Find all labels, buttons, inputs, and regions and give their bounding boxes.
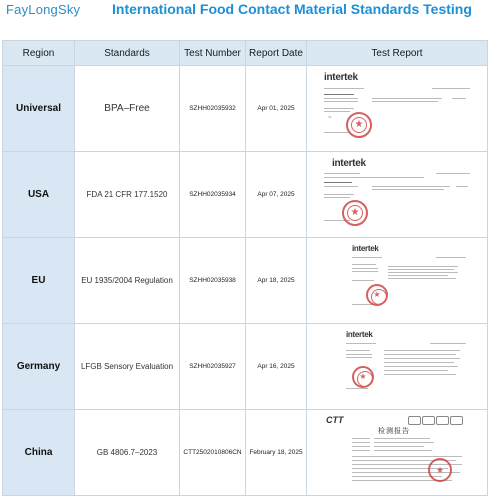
seal-stamp-icon: ★ [366,284,388,306]
page-header [0,0,488,34]
test-number-cell: SZHH02035934 [180,152,246,238]
cert-badge-icon [450,416,463,425]
cert-badge-icon [408,416,421,425]
header-region: Region [3,41,75,66]
report-date-cell: February 18, 2025 [246,410,307,496]
page-title: International Food Contact Material Standards Testing [112,1,472,17]
test-number-cell: SZHH02035932 [180,66,246,152]
intertek-logo [332,158,366,169]
intertek-logo-text: intertek [324,72,358,83]
seal-stamp-icon: ★ [342,200,368,226]
header-report-date: Report Date [246,41,307,66]
intertek-logo-text: intertek [352,244,379,253]
seal-stamp-icon: ★ [346,112,372,138]
report-date-cell: Apr 16, 2025 [246,324,307,410]
header-test-report: Test Report [307,41,488,66]
seal-stamp-icon: ★ [428,458,452,482]
ctt-logo-text: CTT [326,415,344,425]
test-report-cell[interactable] [307,152,488,238]
standard-cell: EU 1935/2004 Regulation [75,238,180,324]
test-report-thumbnail[interactable]: intertek ~ ★ [312,70,482,147]
report-cn-title: 检测报告 [378,428,410,435]
cert-badge-icon [422,416,435,425]
test-report-cell[interactable] [307,324,488,410]
region-cell: Germany [3,324,75,410]
report-date-cell: Apr 01, 2025 [246,66,307,152]
region-cell: USA [3,152,75,238]
test-report-cell[interactable] [307,66,488,152]
region-cell: EU [3,238,75,324]
test-report-cell[interactable] [307,238,488,324]
header-test-number: Test Number [180,41,246,66]
test-report-thumbnail[interactable] [312,328,482,405]
test-report-thumbnail[interactable] [312,414,482,491]
table-row [3,410,488,496]
intertek-logo-text: intertek [346,330,373,339]
standards-table [2,40,488,496]
test-number-cell: SZHH02035927 [180,324,246,410]
table-row [3,66,488,152]
standard-cell: LFGB Sensory Evaluation [75,324,180,410]
intertek-logo [324,72,358,83]
standard-cell: GB 4806.7–2023 [75,410,180,496]
header-standards: Standards [75,41,180,66]
table-header-row [3,41,488,66]
table-row [3,152,488,238]
test-number-cell: CTT2502010806CN [180,410,246,496]
intertek-logo [346,330,373,339]
intertek-logo [352,244,379,253]
test-number-cell: SZHH02035938 [180,238,246,324]
test-report-cell[interactable] [307,410,488,496]
ctt-logo [326,415,344,425]
standard-cell: FDA 21 CFR 177.1520 [75,152,180,238]
test-report-thumbnail[interactable] [312,156,482,233]
standard-cell: BPA–Free [75,66,180,152]
test-report-thumbnail[interactable] [312,242,482,319]
table-row [3,238,488,324]
report-date-cell: Apr 18, 2025 [246,238,307,324]
region-cell: Universal [3,66,75,152]
cert-badge-icon [436,416,449,425]
intertek-logo-text: intertek [332,158,366,169]
report-date-cell: Apr 07, 2025 [246,152,307,238]
table-row [3,324,488,410]
region-cell: China [3,410,75,496]
brand-logo-text: FayLongSky [6,2,81,17]
seal-stamp-icon: ★ [352,366,374,388]
